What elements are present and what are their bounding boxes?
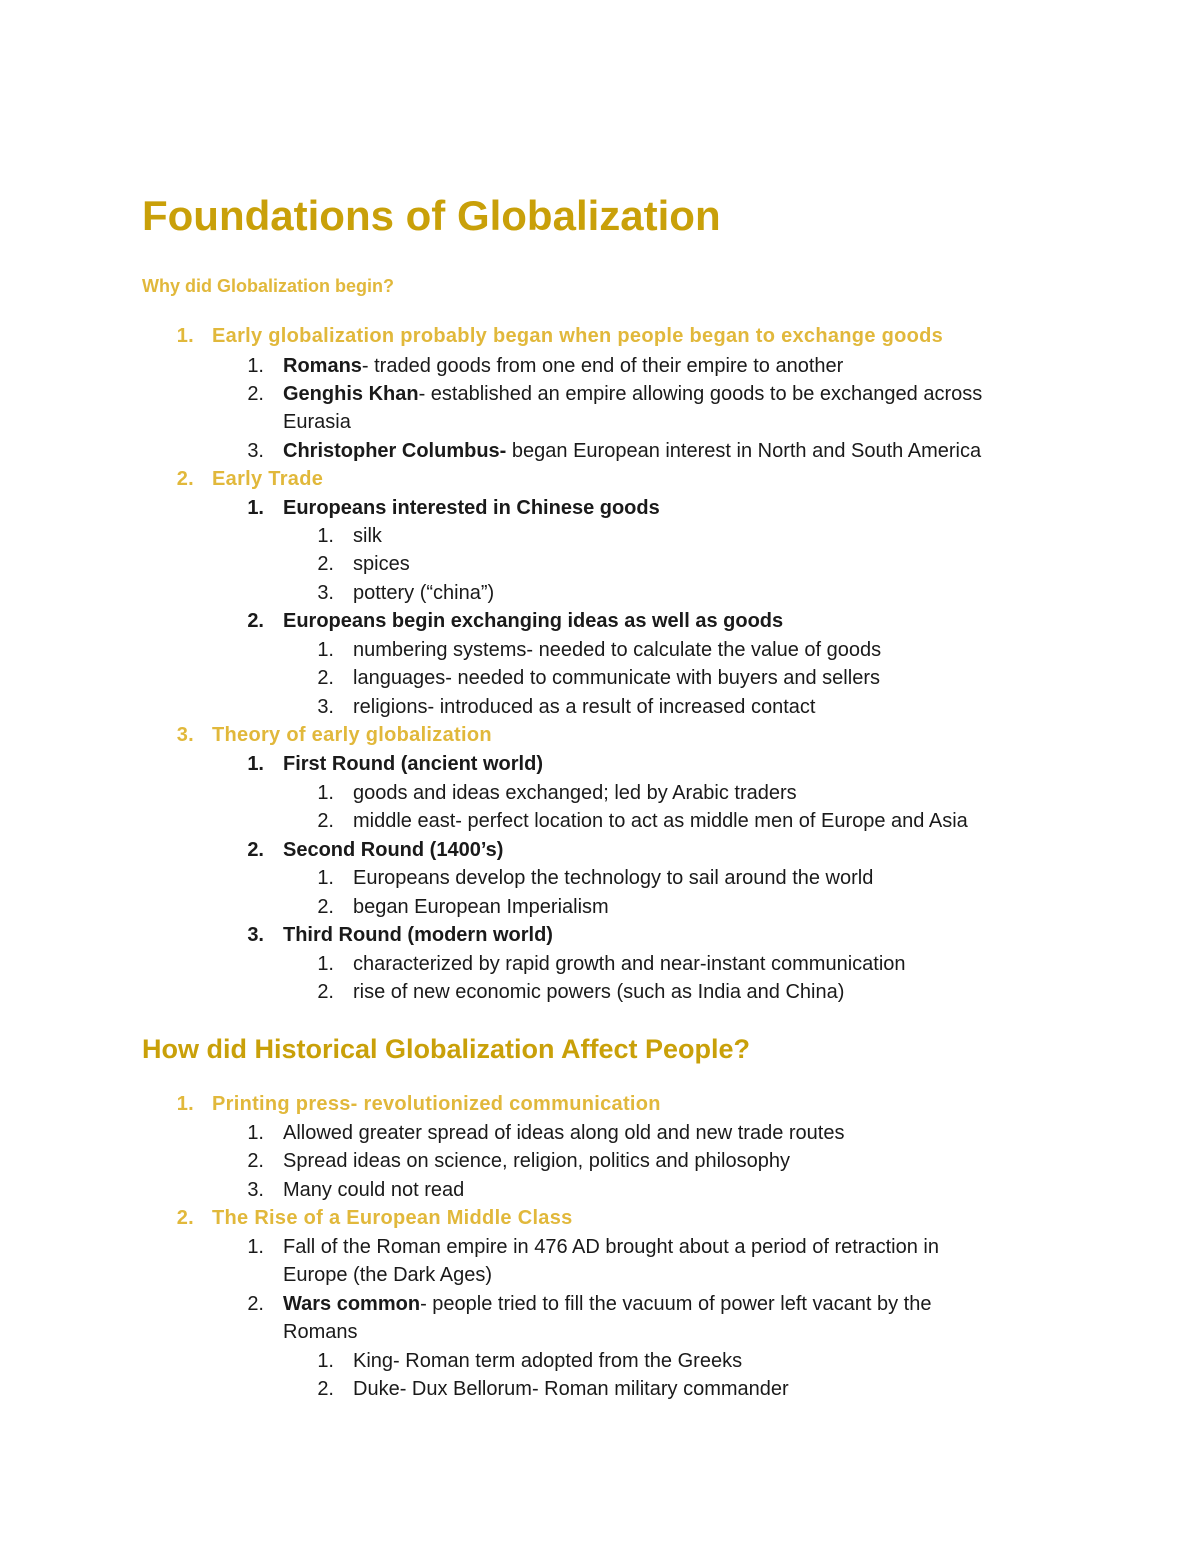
- section-heading: How did Historical Globalization Affect People?: [142, 1034, 751, 1064]
- item-number: 2.: [247, 383, 264, 405]
- item-number: 3.: [247, 440, 264, 462]
- item-text: goods and ideas exchanged; led by Arabic traders: [353, 782, 797, 804]
- item-number: 2.: [317, 667, 334, 689]
- item-number: 2.: [317, 981, 334, 1003]
- item-number: 3.: [317, 582, 334, 604]
- item-number: 1.: [176, 325, 194, 347]
- item-text: Theory of early globalization: [212, 724, 492, 746]
- item-rest: - people tried to fill the vacuum of power left vacant by the: [420, 1293, 932, 1315]
- item-number: 1.: [317, 782, 334, 804]
- item-number: 2.: [247, 839, 264, 861]
- item-number: 2.: [317, 896, 334, 918]
- item-text: religions- introduced as a result of increased contact: [353, 696, 816, 718]
- item-number: 2.: [176, 1207, 194, 1229]
- item-text: began European Imperialism: [353, 896, 609, 918]
- item-text: First Round (ancient world): [283, 753, 543, 775]
- item-text: Europeans interested in Chinese goods: [283, 497, 660, 519]
- item-text: middle east- perfect location to act as middle men of Europe and Asia: [353, 810, 968, 832]
- item-number: 1.: [317, 525, 334, 547]
- item-text: Eurasia: [283, 411, 351, 433]
- item-text: [283, 380, 982, 408]
- item-number: 1.: [247, 1236, 264, 1258]
- item-text: Fall of the Roman empire in 476 AD brought about a period of retraction in: [283, 1236, 939, 1258]
- item-number: 3.: [247, 1179, 264, 1201]
- item-number: 1.: [317, 953, 334, 975]
- item-text: Printing press- revolutionized communication: [212, 1093, 661, 1115]
- item-number: 1.: [247, 355, 264, 377]
- item-text: Romans: [283, 1321, 358, 1343]
- item-number: 2.: [247, 610, 264, 632]
- item-text: Allowed greater spread of ideas along old and new trade routes: [283, 1122, 845, 1144]
- item-number: 1.: [317, 1350, 334, 1372]
- item-text: The Rise of a European Middle Class: [212, 1207, 573, 1229]
- item-number: 3.: [247, 924, 264, 946]
- item-text: Duke- Dux Bellorum- Roman military commander: [353, 1378, 789, 1400]
- item-text: numbering systems- needed to calculate the value of goods: [353, 639, 882, 661]
- item-number: 1.: [247, 1122, 264, 1144]
- item-bold-term: Christopher Columbus-: [283, 440, 507, 462]
- item-number: 1.: [247, 497, 264, 519]
- item-number: 2.: [317, 553, 334, 575]
- item-number: 3.: [317, 696, 334, 718]
- item-text: languages- needed to communicate with buyers and sellers: [353, 667, 880, 689]
- item-number: 2.: [317, 810, 334, 832]
- item-bold-term: Wars common: [283, 1293, 421, 1315]
- item-text: [283, 352, 843, 380]
- item-text: Europeans develop the technology to sail around the world: [353, 867, 874, 889]
- item-number: 1.: [317, 639, 334, 661]
- page-title: Foundations of Globalization: [142, 192, 721, 239]
- item-rest: began European interest in North and South America: [506, 440, 982, 462]
- item-text: rise of new economic powers (such as India and China): [353, 981, 845, 1003]
- item-text: silk: [353, 525, 382, 547]
- item-number: 2.: [176, 468, 194, 490]
- item-text: [283, 1290, 931, 1318]
- item-number: 2.: [247, 1293, 264, 1315]
- item-text: Spread ideas on science, religion, politics and philosophy: [283, 1150, 790, 1172]
- item-text: Early globalization probably began when people began to exchange goods: [212, 325, 944, 347]
- item-text: Many could not read: [283, 1179, 465, 1201]
- item-text: King- Roman term adopted from the Greeks: [353, 1350, 743, 1372]
- item-number: 1.: [317, 867, 334, 889]
- item-number: 1.: [176, 1093, 194, 1115]
- section-subtitle: Why did Globalization begin?: [142, 276, 394, 296]
- item-bold-term: Genghis Khan: [283, 383, 419, 405]
- item-text: Early Trade: [212, 468, 324, 490]
- item-bold-term: Romans: [283, 355, 362, 377]
- item-text: characterized by rapid growth and near-instant communication: [353, 953, 906, 975]
- item-text: Europeans begin exchanging ideas as well as goods: [283, 610, 784, 632]
- item-text: [283, 437, 981, 465]
- item-text: Europe (the Dark Ages): [283, 1264, 492, 1286]
- item-text: pottery (“china”): [353, 582, 495, 604]
- item-rest: - traded goods from one end of their empire to another: [361, 355, 844, 377]
- item-number: 3.: [176, 724, 194, 746]
- item-number: 2.: [317, 1378, 334, 1400]
- item-number: 2.: [247, 1150, 264, 1172]
- item-rest: - established an empire allowing goods to be exchanged across: [418, 383, 983, 405]
- item-text: Second Round (1400’s): [283, 839, 504, 861]
- item-text: Third Round (modern world): [283, 924, 553, 946]
- item-text: spices: [353, 553, 410, 575]
- item-number: 1.: [247, 753, 264, 775]
